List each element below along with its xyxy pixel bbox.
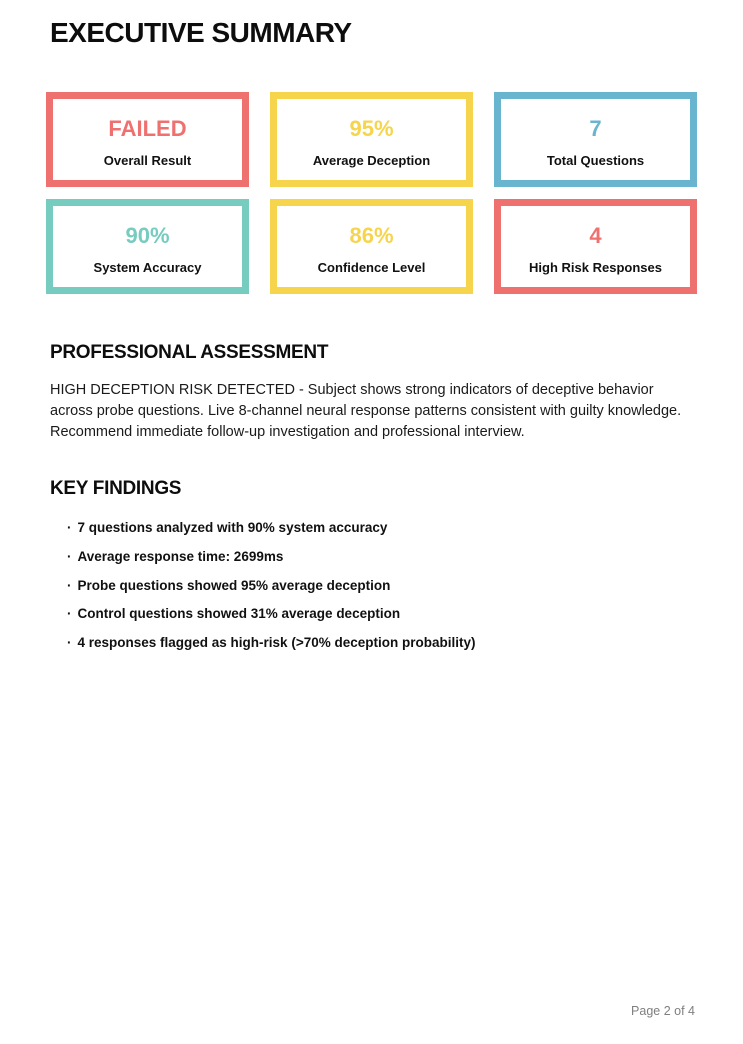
stat-value: FAILED [108,115,187,141]
bullet-glyph: · [67,606,72,622]
bullet-glyph: · [67,577,72,593]
stat-label: Average Deception [312,152,431,168]
finding-item [67,576,697,596]
page-title: EXECUTIVE SUMMARY [50,17,352,48]
stat-card-confidence-level [270,199,473,294]
stat-label: High Risk Responses [529,259,662,275]
stat-value: 86% [349,222,394,248]
finding-text: Probe questions showed 95% average deception [77,577,391,593]
stat-card-high-risk-responses [494,199,697,294]
finding-item [67,518,697,538]
assessment-body-text: HIGH DECEPTION RISK DETECTED - Subject shows strong indicators of deceptive behavior across probe questions. Live 8-channel neural response patterns consistent with guilty knowledge. Recommend immediate follow-up investigation and professional interview. [50,382,682,441]
stat-label: Overall Result [103,152,192,168]
finding-text: 4 responses flagged as high-risk (>70% deception probability) [77,635,476,651]
stat-label: System Accuracy [93,259,202,275]
stat-card-system-accuracy [46,199,249,294]
bullet-glyph: · [67,635,72,651]
report-page [46,0,697,653]
finding-text: Average response time: 2699ms [77,548,284,564]
finding-item [67,633,697,653]
bullet-glyph: · [67,520,72,536]
stat-value: 95% [349,115,394,141]
finding-text: 7 questions analyzed with 90% system accuracy [77,520,388,536]
stat-value: 7 [589,115,602,141]
stat-card-total-questions [494,92,697,187]
stat-card-average-deception [270,92,473,187]
stat-card-overall-result [46,92,249,187]
key-findings-heading: KEY FINDINGS [50,478,182,500]
bullet-glyph: · [67,548,72,564]
page-number-footer: Page 2 of 4 [631,1004,695,1018]
assessment-heading: PROFESSIONAL ASSESSMENT [50,341,329,363]
summary-stat-cards [46,92,697,294]
finding-text: Control questions showed 31% average deception [77,606,401,622]
stat-label: Confidence Level [317,259,426,275]
stat-label: Total Questions [546,152,645,168]
finding-item [67,604,697,624]
key-findings-list [46,518,697,653]
stat-value: 4 [589,222,602,248]
stat-value: 90% [125,222,170,248]
finding-item [67,547,697,567]
